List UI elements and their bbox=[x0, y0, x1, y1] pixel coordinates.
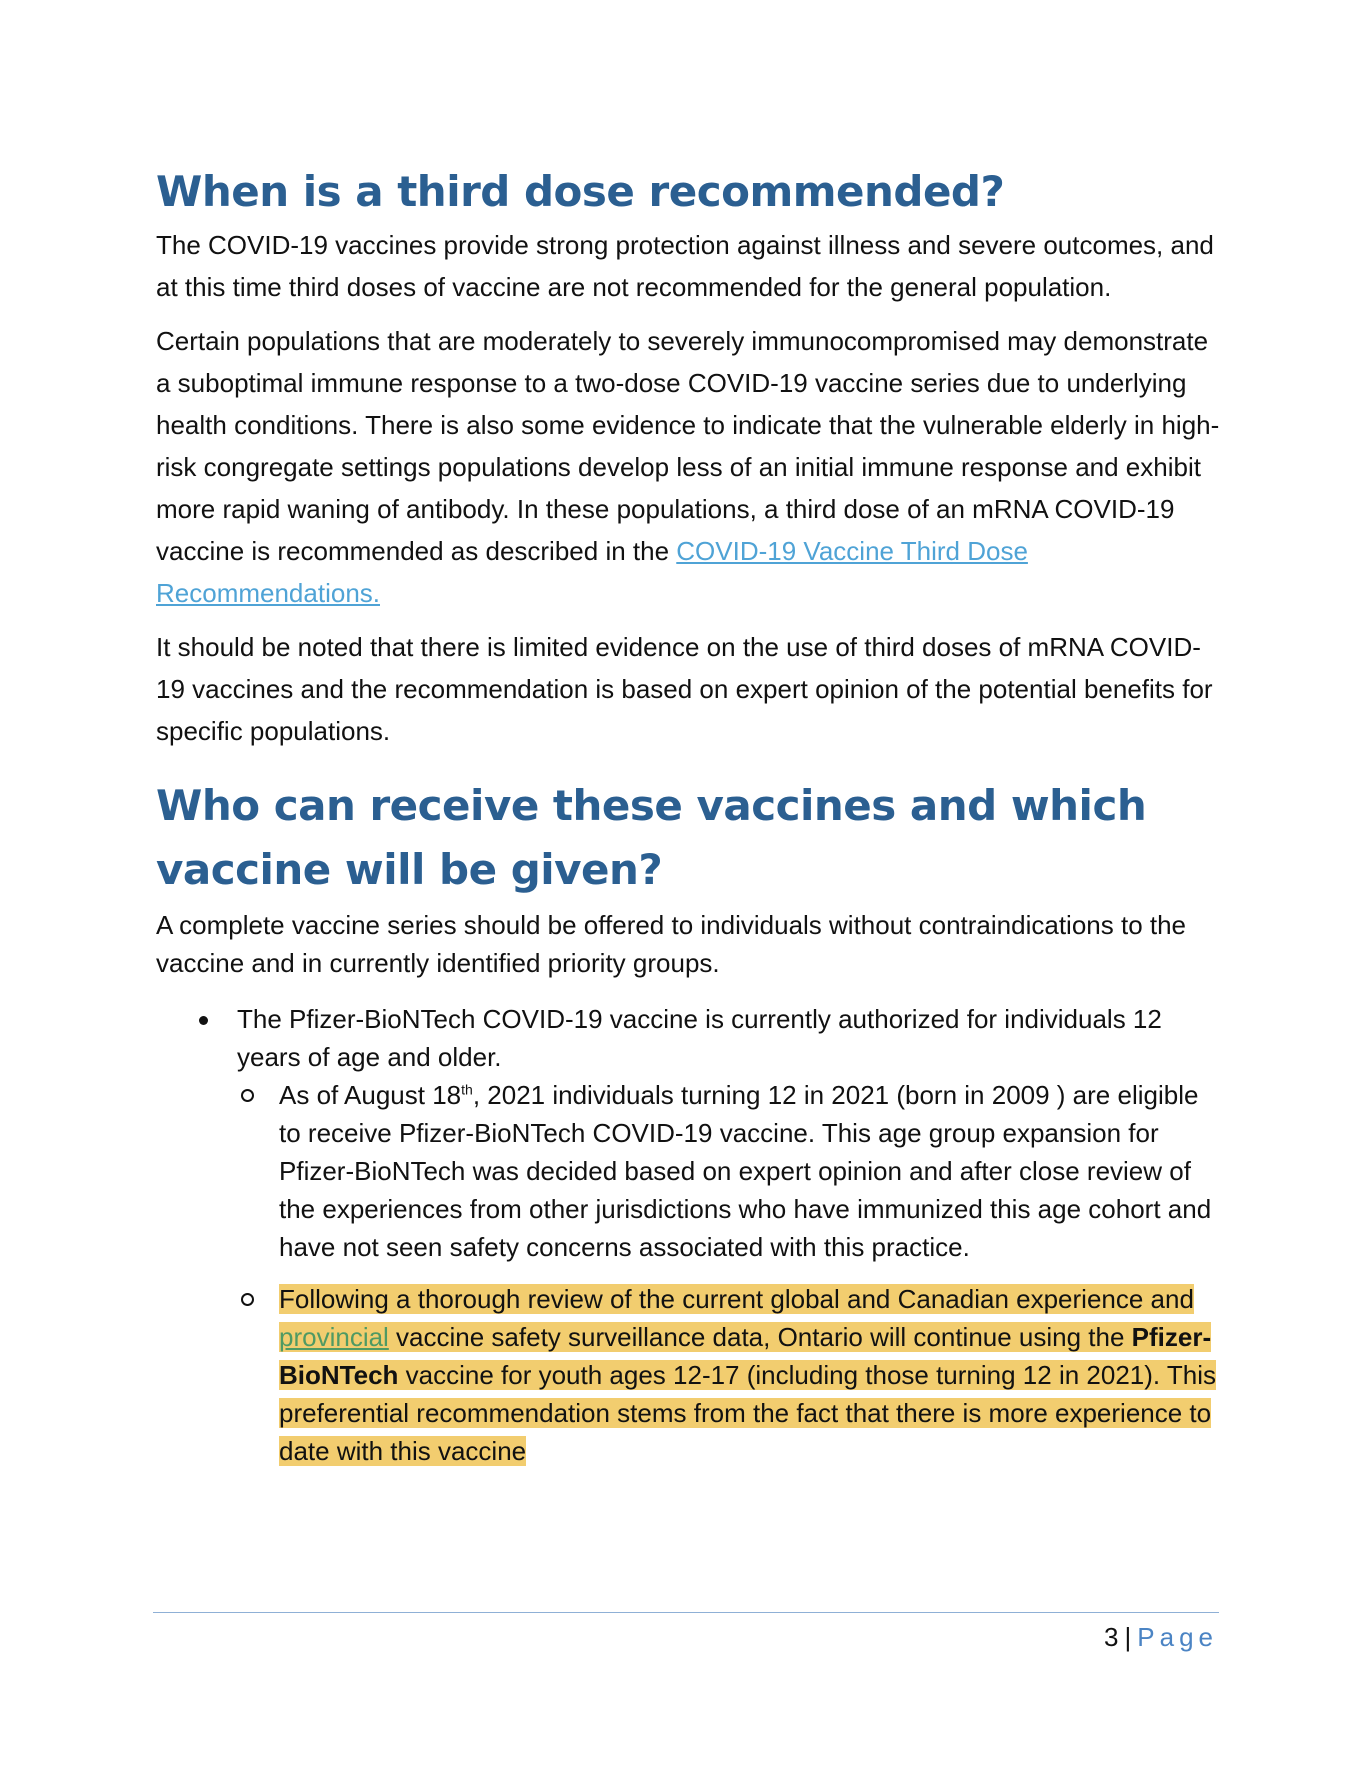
bullet-text: The Pfizer-BioNTech COVID-19 vaccine is currently authorized for individuals 12 years of age and older. bbox=[237, 1004, 1162, 1072]
eligibility-list bbox=[156, 1000, 1224, 1470]
page-number: 3 bbox=[1104, 1622, 1119, 1652]
sub-list bbox=[237, 1076, 1224, 1470]
document-page bbox=[156, 160, 1224, 1470]
highlighted-text-b: vaccine safety surveillance data, Ontario will continue using the bbox=[388, 1322, 1132, 1352]
paragraph-immunocompromised bbox=[156, 320, 1224, 614]
highlighted-text-c: vaccine for youth ages 12-17 (including those turning 12 in 2021). This preferential recommendation stems from the fact that there is more experience to date with this vaccine bbox=[279, 1360, 1216, 1466]
page-separator: | bbox=[1124, 1622, 1132, 1652]
superscript-th: th bbox=[461, 1081, 473, 1098]
highlighted-bold-vaccine: Pfizer-BioNTech bbox=[279, 1322, 1212, 1390]
sub-item-preferential-recommendation bbox=[237, 1280, 1224, 1470]
paragraph-limited-evidence: It should be noted that there is limited evidence on the use of third doses of mRNA COVID-19 vaccines and the recommendation is based on expert opinion of the potential benefits for specific populations. bbox=[156, 632, 1213, 746]
provincial-link[interactable]: provincial bbox=[279, 1322, 389, 1352]
highlighted-text-a: Following a thorough review of the current global and Canadian experience and bbox=[279, 1284, 1194, 1314]
third-dose-recommendations-link[interactable]: COVID-19 Vaccine Third Dose Recommendations. bbox=[156, 536, 1028, 608]
page-footer bbox=[1104, 1617, 1218, 1657]
paragraph-protection: The COVID-19 vaccines provide strong protection against illness and severe outcomes, and at this time third doses of vaccine are not recommended for the general population. bbox=[156, 230, 1214, 302]
sub-bullet-icon bbox=[241, 1089, 254, 1102]
paragraph-immunocompromised-text: Certain populations that are moderately to severely immunocompromised may demonstrate a suboptimal immune response to a two-dose COVID-19 vaccine series due to underlying health conditions. There is also some evidence to indicate that the vulnerable elderly in high-risk congregate settings populations develop less of an initial immune response and exhibit more rapid waning of antibody. In these populations, a third dose of an mRNA COVID-19 vaccine is recommended as described in the bbox=[156, 326, 1220, 566]
bullet-icon bbox=[199, 1016, 208, 1025]
heading-who-can-receive: Who can receive these vaccines and which vaccine will be given? bbox=[156, 781, 1147, 894]
paragraph-complete-series: A complete vaccine series should be offered to individuals without contraindications to the vaccine and in currently identified priority groups. bbox=[156, 910, 1187, 978]
sub-item-text-a: As of August 18 bbox=[279, 1080, 462, 1110]
list-item-pfizer-authorized bbox=[156, 1000, 1224, 1470]
sub-item-august-expansion bbox=[237, 1076, 1224, 1266]
sub-item-text-b: , 2021 individuals turning 12 in 2021 (born in 2009 ) are eligible to receive Pfizer-BioNTech COVID-19 vaccine. This age group expansion for Pfizer-BioNTech was decided based on expert opinion and after close review of the experiences from other jurisdictions who have immunized this age cohort and have not seen safety concerns associated with this practice. bbox=[279, 1080, 1212, 1262]
heading-third-dose: When is a third dose recommended? bbox=[156, 167, 1005, 216]
sub-bullet-icon bbox=[241, 1293, 254, 1306]
footer-divider bbox=[153, 1612, 1219, 1613]
page-label: Page bbox=[1137, 1622, 1218, 1652]
